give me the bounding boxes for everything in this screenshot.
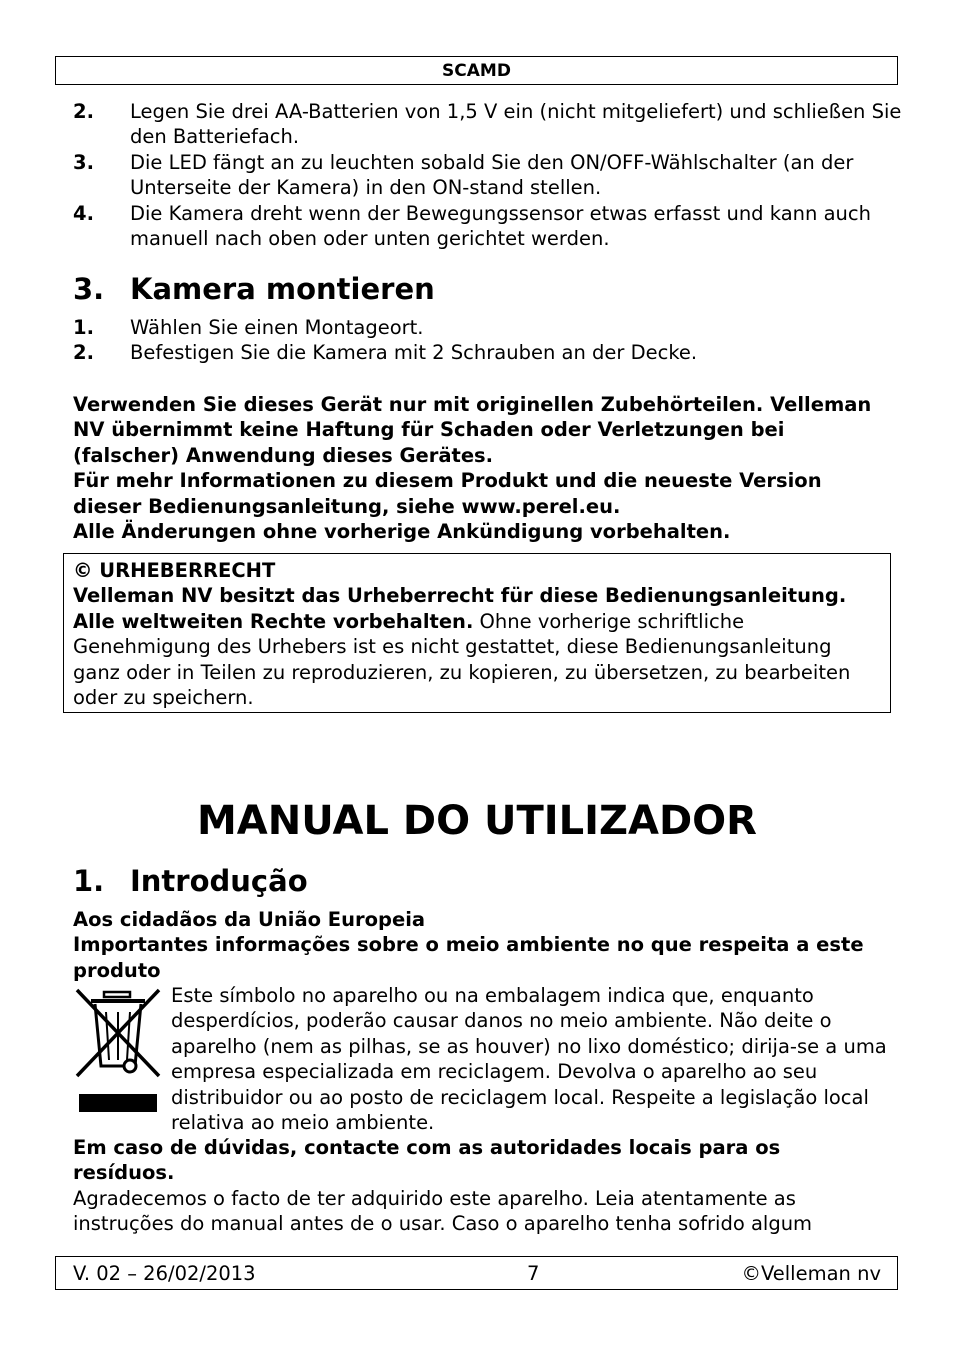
weee-description: Este símbolo no aparelho ou na embalagem indica que, enquanto desperdícios, poderão causar danos no meio ambiente. Não deite o aparelho (nem as pilhas, se as houver) no lixo doméstico; dirija-se a uma empresa especializada em reciclagem. Devolva o aparelho ao seu distribuidor ou ao posto de reciclagem local. Respeite a legislação local relativa ao meio ambiente. [171,984,887,1135]
notice-liability: Verwenden Sie dieses Gerät nur mit originellen Zubehörteilen. Velleman NV übernimmt keine Haftung für Schaden oder Verletzungen bei (falscher) Anwendung dieses Gerätes. [73,393,872,467]
mounting-step-list [73,315,903,366]
section-number: 1. [73,864,105,898]
copyright-body [73,583,882,710]
list-item-number: 2. [73,100,94,123]
manual-title: MANUAL DO UTILIZADOR [197,798,757,844]
intro-paragraph: Agradecemos o facto de ter adquirido este aparelho. Leia atentamente as instruções do manual antes de o usar. Caso o aparelho tenha sofrido algum [73,1187,813,1236]
list-item-text: Die LED fängt an zu leuchten sobald Sie den ON/OFF-Wählschalter (an der Unterseite der Kamera) in den ON-stand stellen. [130,150,854,200]
footer-version: V. 02 – 26/02/2013 [73,1262,256,1285]
list-item [73,99,903,150]
doubt-notice: Em caso de dúvidas, contacte com as autoridades locais para os resíduos. [73,1136,781,1185]
notice-block [73,392,893,544]
notice-changes: Alle Änderungen ohne vorherige Ankündigung vorbehalten. [73,520,731,544]
section-title: Introdução [130,864,308,898]
weee-symbol [73,984,165,1114]
section-title: Kamera montieren [130,272,435,306]
list-item [73,150,903,201]
section-heading-intro [73,864,308,898]
eu-citizens-heading: Aos cidadãos da União Europeia [73,908,426,931]
list-item-text: Befestigen Sie die Kamera mit 2 Schrauben an der Decke. [130,341,698,365]
list-item-number: 4. [73,201,94,225]
copyright-heading: © URHEBERRECHT [73,559,276,582]
intro-subheadings [73,907,873,983]
footer-page-number: 7 [527,1262,540,1285]
list-item-text: Die Kamera dreht wenn der Bewegungssensor etwas erfasst und kann auch manuell nach oben oder unten gerichtet werden. [130,201,871,251]
step-list-continued [73,99,903,251]
environment-heading: Importantes informações sobre o meio ambiente no que respeita a este produto [73,933,864,982]
copyright-bold-text: Velleman NV besitzt das Urheberrecht für diese Bedienungsanleitung. Alle weltweiten Rechte vorbehalten. [73,584,847,633]
section-heading-mounting [73,272,435,306]
copyright-text: Ohne vorherige schriftliche Genehmigung des Urhebers ist es nicht gestattet, diese Bedienungsanleitung ganz oder in Teilen zu reproduzieren, zu kopieren, zu übersetzen, zu bearbeiten oder zu speichern. [73,609,851,710]
notice-more-info: Für mehr Informationen zu diesem Produkt und die neueste Version dieser Bedienungsanleitung, siehe www.perel.eu. [73,469,822,518]
list-item [73,201,903,252]
list-item-number: 2. [73,341,94,365]
list-item-number: 3. [73,150,94,174]
copyright-box [63,553,891,713]
crossed-out-wheelie-bin-icon [73,984,165,1114]
page-header [55,56,898,85]
list-item-number: 1. [73,316,94,339]
footer-copyright: ©Velleman nv [741,1262,881,1285]
list-item-text: Wählen Sie einen Montageort. [130,316,424,339]
list-item-text: Legen Sie drei AA-Batterien von 1,5 V ein (nicht mitgeliefert) und schließen Sie den Batteriefach. [130,100,902,149]
section-number: 3. [73,272,105,306]
page-footer [55,1256,898,1290]
header-title: SCAMD [442,61,511,81]
list-item [73,340,903,365]
list-item [73,315,903,340]
